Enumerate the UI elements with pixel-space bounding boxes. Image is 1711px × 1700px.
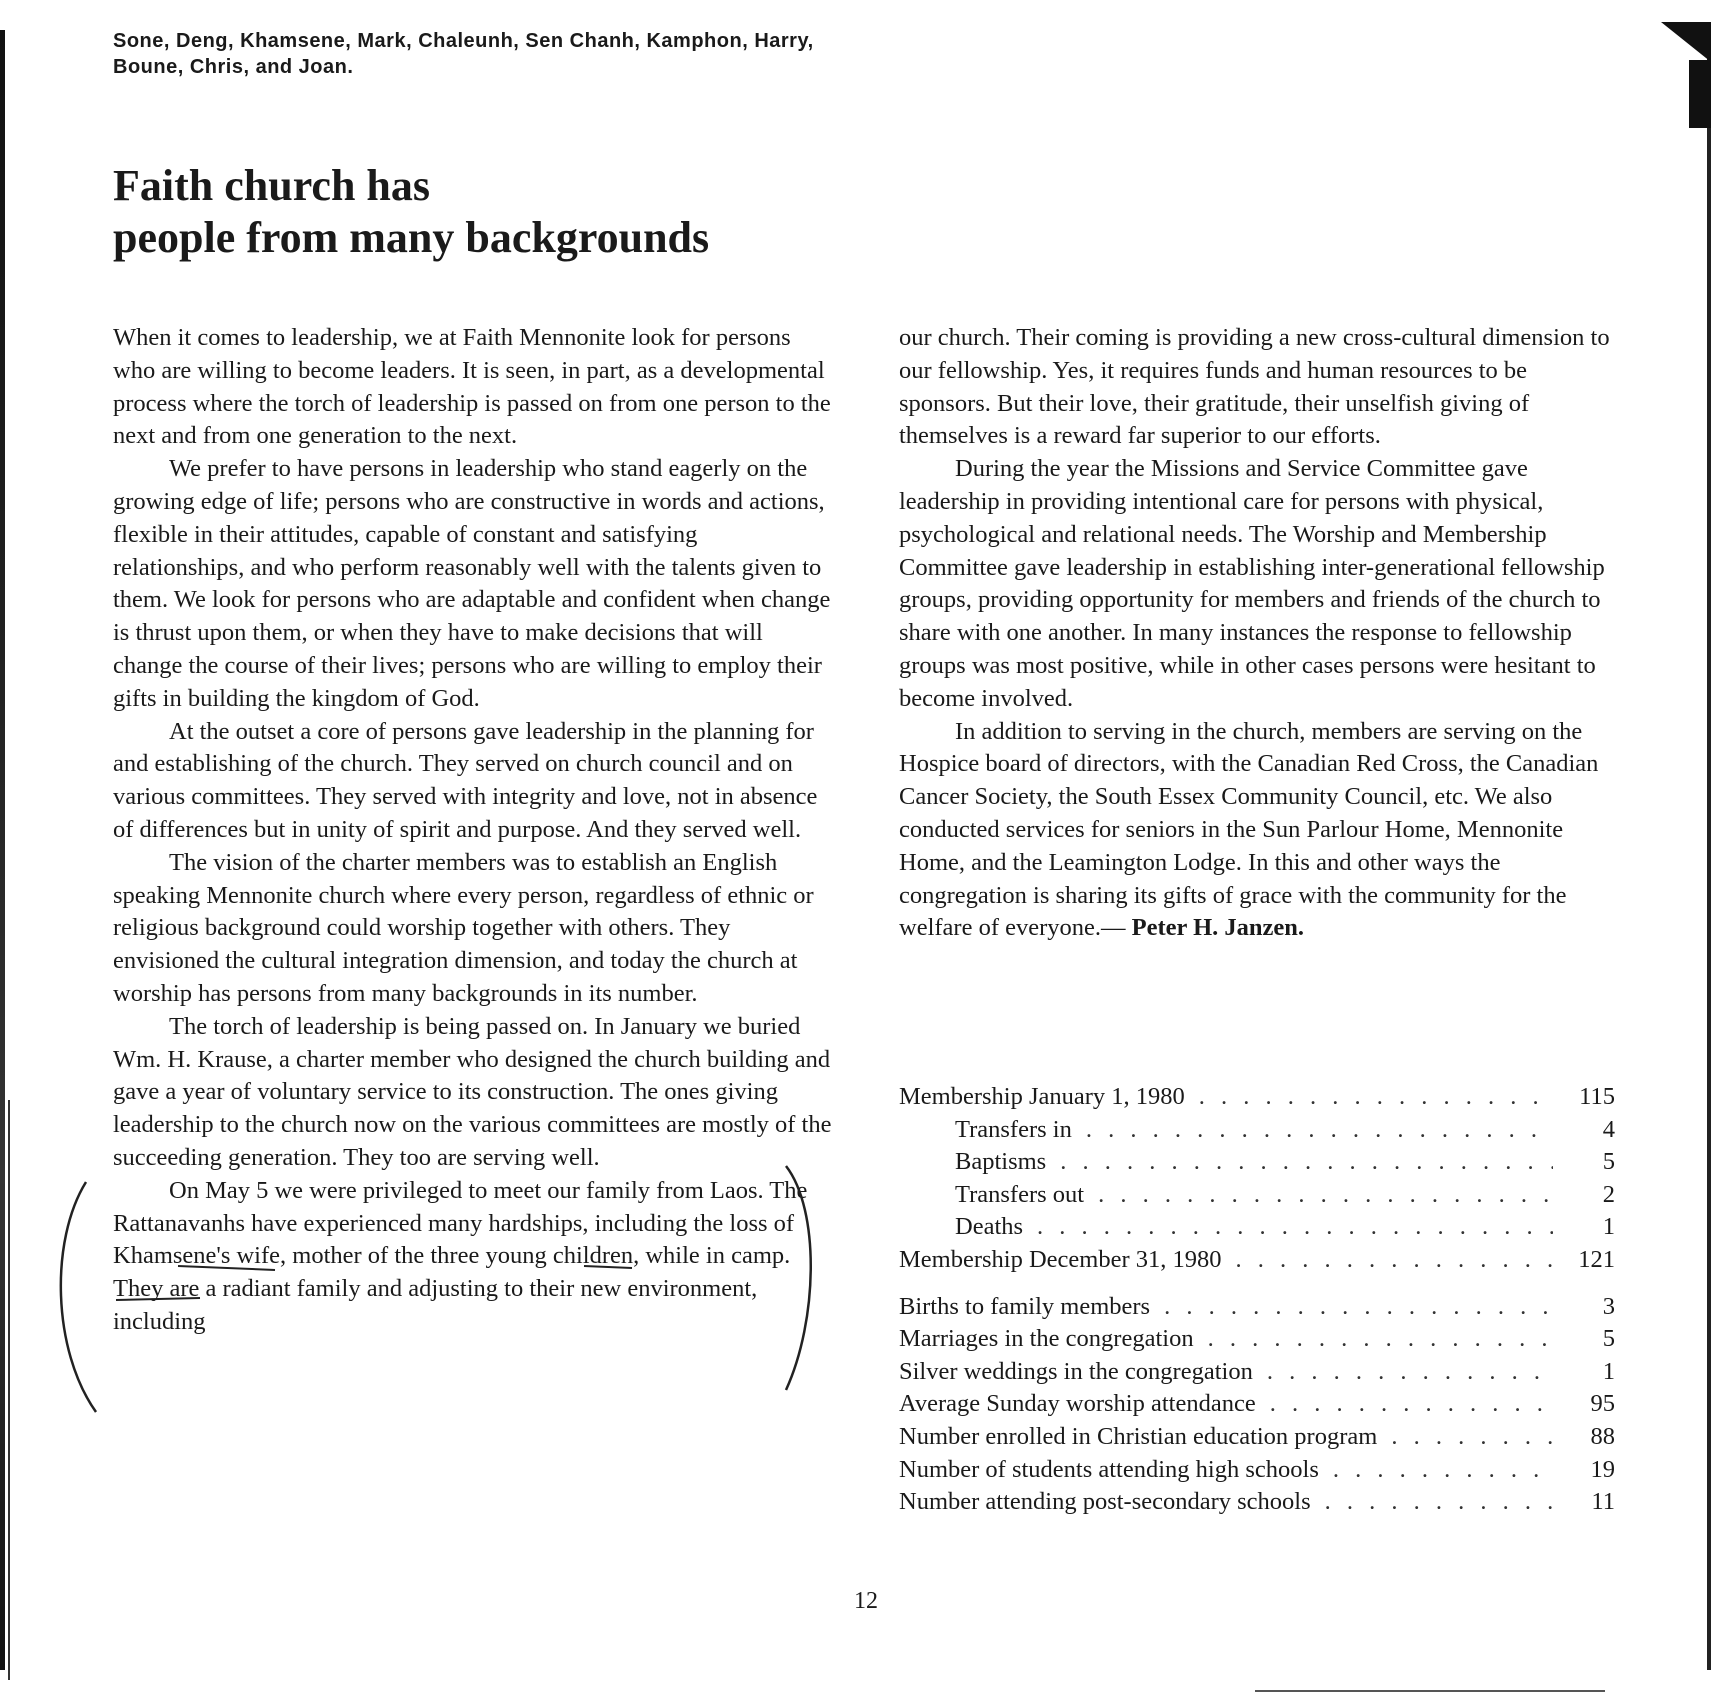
paragraph: On May 5 we were privileged to meet our family from Laos. The Rattanavanhs have experienced many hardships, including the loss of Khamsene's wife, mother of the three young children, while in camp. They are a radiant family and adjusting to their new environment, including: [113, 1176, 808, 1335]
dot-leader: [1270, 1388, 1553, 1421]
stat-value: 1: [1602, 1213, 1615, 1241]
author-byline: Peter H. Janzen.: [1131, 914, 1305, 942]
stat-value: 5: [1602, 1148, 1615, 1176]
stat-row: [899, 1356, 1615, 1389]
paragraph: our church. Their coming is providing a new cross-cultural dimension to our fellowship. Yes, it requires funds and human resources to be sponsors. But their love, their gratitude, their unselfish giving of themselves is a reward far superior to our efforts.: [899, 324, 1610, 450]
stat-value: 19: [1590, 1455, 1615, 1483]
stat-value: 115: [1579, 1083, 1615, 1110]
dot-leader: [1199, 1081, 1553, 1114]
scan-corner-bar: [1689, 60, 1711, 128]
scan-corner-shadow: [1661, 22, 1711, 62]
dot-leader: [1086, 1114, 1553, 1147]
stat-row: [899, 1146, 1615, 1179]
scan-bottom-edge: [1255, 1690, 1605, 1692]
stat-value: 88: [1590, 1422, 1615, 1450]
statistics-table: [899, 1081, 1615, 1519]
page-number: 12: [854, 1588, 878, 1614]
stat-label: Silver weddings in the congregation: [899, 1357, 1253, 1385]
stat-value: 121: [1578, 1245, 1615, 1273]
photo-caption: Sone, Deng, Khamsene, Mark, Chaleunh, Sen Chanh, Kamphon, Harry, Boune, Chris, and Joan.: [113, 30, 814, 78]
left-parenthesis-mark: [61, 1182, 96, 1412]
dot-leader: [1037, 1211, 1553, 1244]
stat-row: [899, 1179, 1615, 1212]
scan-edge-left-thin: [8, 1100, 10, 1680]
stat-row: [899, 1421, 1615, 1454]
stat-row: [899, 1291, 1615, 1324]
stat-value: 95: [1590, 1390, 1615, 1418]
dot-leader: [1164, 1291, 1553, 1324]
stat-value: 11: [1591, 1488, 1615, 1516]
stat-label: Membership December 31, 1980: [899, 1245, 1222, 1273]
stat-value: 3: [1602, 1292, 1615, 1320]
paragraph: When it comes to leadership, we at Faith Mennonite look for persons who are willing to become leaders. It is seen, in part, as a developmental process where the torch of leadership is passed on from one person to the next and from one generation to the next.: [113, 324, 831, 450]
stat-row: [899, 1081, 1615, 1114]
paragraph-text: In addition to serving in the church, members are serving on the Hospice board of directors, with the Canadian Red Cross, the Canadian Cancer Society, the South Essex Community Council, etc. We also conducted services for seniors in the Sun Parlour Home, Mennonite Home, and the Leamington Lodge. In this and other ways the congregation is sharing its gifts of grace with the community for the welfare of everyone.—: [899, 717, 1599, 942]
dot-leader: [1236, 1244, 1554, 1277]
stat-row: [899, 1114, 1615, 1147]
paragraph-marked: The torch of leadership is being passed on. In January we buried Wm. H. Krause, a charter member who designed the church building and gave a year of voluntary service to its construction. The ones giving leadership to the church now on the various committees are mostly of the succeeding generation. They too are serving well.: [113, 1012, 832, 1171]
dot-leader: [1098, 1179, 1553, 1212]
right-column: [899, 322, 1614, 945]
stat-label: Transfers in: [955, 1115, 1072, 1143]
dot-leader: [1333, 1454, 1553, 1487]
scan-edge-left: [0, 30, 5, 1670]
headline-line-2: people from many backgrounds: [113, 213, 710, 262]
stat-row: [899, 1486, 1615, 1519]
stat-row: [899, 1388, 1615, 1421]
stat-row: [899, 1244, 1615, 1277]
paragraph: During the year the Missions and Service Committee gave leadership in providing intentional care for persons with physical, psychological and relational needs. The Worship and Membership Committee gave leadership in establishing inter-generational fellowship groups, providing opportunity for members and friends of the church to share with one another. In many instances the response to fellowship groups was most positive, while in other cases persons were hesitant to become involved.: [899, 455, 1605, 712]
stat-label: Baptisms: [955, 1148, 1047, 1176]
stat-row: [899, 1211, 1615, 1244]
stat-label: Number attending post-secondary schools: [899, 1488, 1311, 1516]
dot-leader: [1060, 1146, 1553, 1179]
stat-label: Deaths: [955, 1213, 1024, 1241]
stat-label: Transfers out: [955, 1180, 1085, 1208]
stat-label: Number of students attending high schools: [899, 1455, 1319, 1483]
stat-label: Marriages in the congregation: [899, 1325, 1194, 1353]
dot-leader: [1208, 1323, 1553, 1356]
stat-value: 4: [1602, 1115, 1615, 1143]
stat-label: Membership January 1, 1980: [899, 1083, 1185, 1110]
stat-value: 2: [1602, 1180, 1615, 1208]
stat-row: [899, 1454, 1615, 1487]
dot-leader: [1267, 1356, 1553, 1389]
stat-value: 5: [1602, 1325, 1615, 1353]
headline-line-1: Faith church has: [113, 161, 431, 210]
paragraph: We prefer to have persons in leadership who stand eagerly on the growing edge of life; persons who are constructive in words and actions, flexible in their attitudes, capable of constant and satisfying relationships, and who perform reasonably well with the talents given to them. We look for persons who are adaptable and confident when change is thrust upon them, or when they have to make decisions that will change the course of their lives; persons who are willing to employ their gifts in building the kingdom of God.: [113, 455, 831, 712]
stat-value: 1: [1602, 1357, 1615, 1385]
paragraph: The vision of the charter members was to establish an English speaking Mennonite church where every person, regardless of ethnic or religious background could worship together with others. They envisioned the cultural integration dimension, and today the church at worship has persons from many backgrounds in its number.: [113, 848, 814, 1007]
stat-label: Number enrolled in Christian education program: [899, 1422, 1378, 1450]
paragraph: At the outset a core of persons gave leadership in the planning for and establishing of the church. They served on church council and on various committees. They served with integrity and love, not in absence of differences but in unity of spirit and purpose. And they served well.: [113, 717, 818, 843]
stat-row: [899, 1323, 1615, 1356]
paragraph: [899, 716, 1614, 946]
left-column: [113, 322, 833, 1339]
stat-label: Births to family members: [899, 1292, 1151, 1320]
stat-label: Average Sunday worship attendance: [899, 1390, 1256, 1418]
scan-edge-right: [1707, 50, 1711, 1670]
stats-gap: [899, 1277, 1615, 1291]
dot-leader: [1325, 1486, 1553, 1519]
dot-leader: [1391, 1421, 1553, 1454]
headline: [113, 160, 813, 264]
